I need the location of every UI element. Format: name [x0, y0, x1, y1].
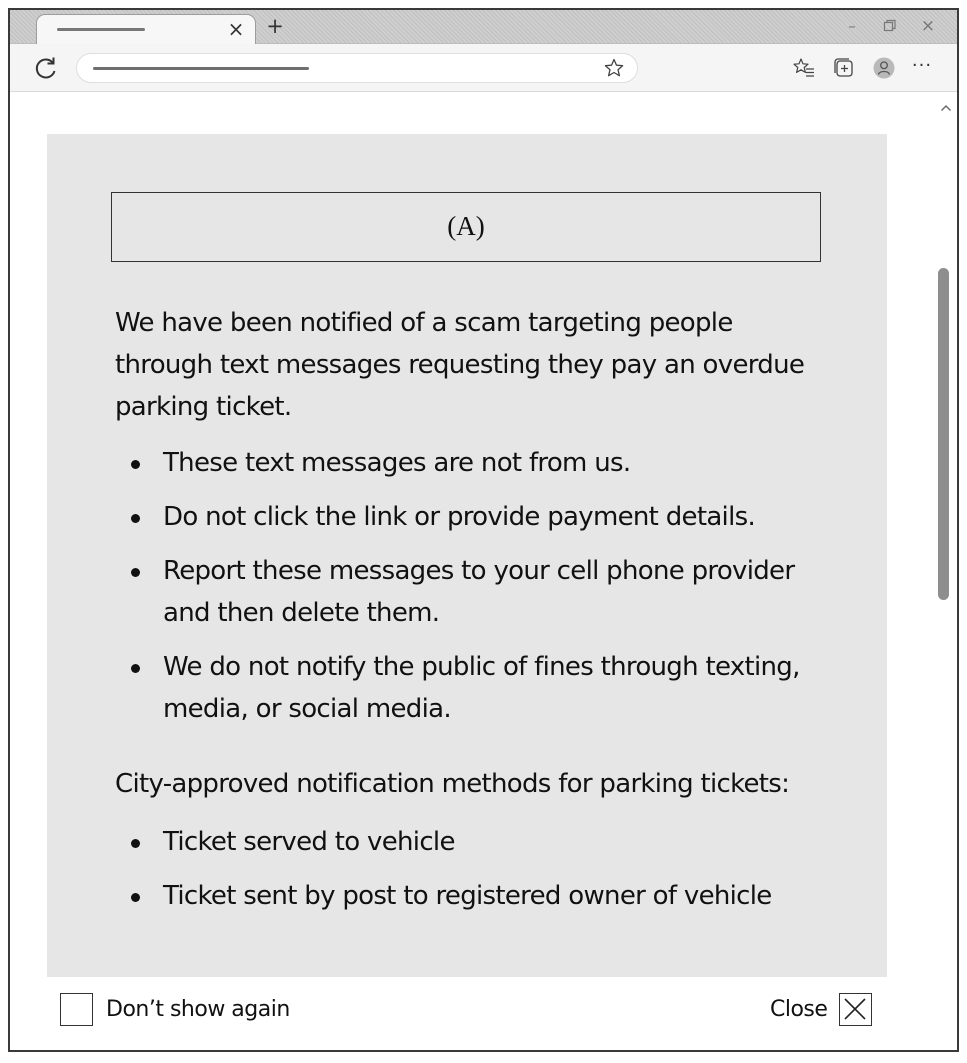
- notice-intro: We have been notified of a scam targeting people through text messages requesting they pay an overdue parking ticket.: [115, 308, 805, 422]
- notice-label: (A): [111, 192, 821, 262]
- list-item: We do not notify the public of fines through texting, media, or social media.: [127, 646, 827, 730]
- tab-strip: [10, 10, 957, 44]
- close-label[interactable]: Close: [770, 997, 828, 1022]
- close-button[interactable]: [839, 993, 872, 1026]
- favorites-icon[interactable]: [792, 56, 816, 80]
- profile-icon[interactable]: [872, 56, 896, 80]
- new-tab-button[interactable]: +: [266, 14, 284, 38]
- list-item: Report these messages to your cell phone provider and then delete them.: [127, 550, 827, 634]
- browser-window: [8, 8, 959, 1052]
- window-close-icon[interactable]: ×: [920, 16, 936, 36]
- star-icon[interactable]: [603, 57, 625, 79]
- collections-icon[interactable]: [832, 56, 856, 80]
- warning-list: [127, 442, 827, 742]
- methods-heading: City-approved notification methods for parking tickets:: [115, 769, 790, 799]
- more-icon[interactable]: ···: [911, 55, 933, 76]
- browser-tab[interactable]: [36, 14, 256, 44]
- list-item: These text messages are not from us.: [127, 442, 827, 484]
- methods-list: [127, 821, 827, 929]
- refresh-icon[interactable]: [32, 54, 60, 82]
- dont-show-label: Don’t show again: [106, 997, 290, 1022]
- dont-show-checkbox[interactable]: [60, 993, 93, 1026]
- page-content: [10, 93, 957, 1052]
- minimize-icon[interactable]: –: [848, 17, 856, 35]
- scam-notice-panel: [47, 134, 887, 977]
- restore-icon[interactable]: [879, 14, 901, 38]
- tab-close-icon[interactable]: ×: [227, 17, 245, 41]
- address-bar[interactable]: [76, 53, 638, 83]
- list-item: Do not click the link or provide payment details.: [127, 496, 827, 538]
- close-icon: [840, 994, 870, 1024]
- list-item: Ticket sent by post to registered owner of vehicle: [127, 875, 827, 917]
- popup-footer: [10, 979, 957, 1049]
- scroll-up-icon[interactable]: [939, 101, 953, 115]
- tab-title-placeholder: [57, 28, 145, 31]
- browser-toolbar: [10, 44, 957, 92]
- list-item: Ticket served to vehicle: [127, 821, 827, 863]
- url-placeholder: [93, 67, 309, 70]
- scrollbar-thumb[interactable]: [938, 268, 949, 600]
